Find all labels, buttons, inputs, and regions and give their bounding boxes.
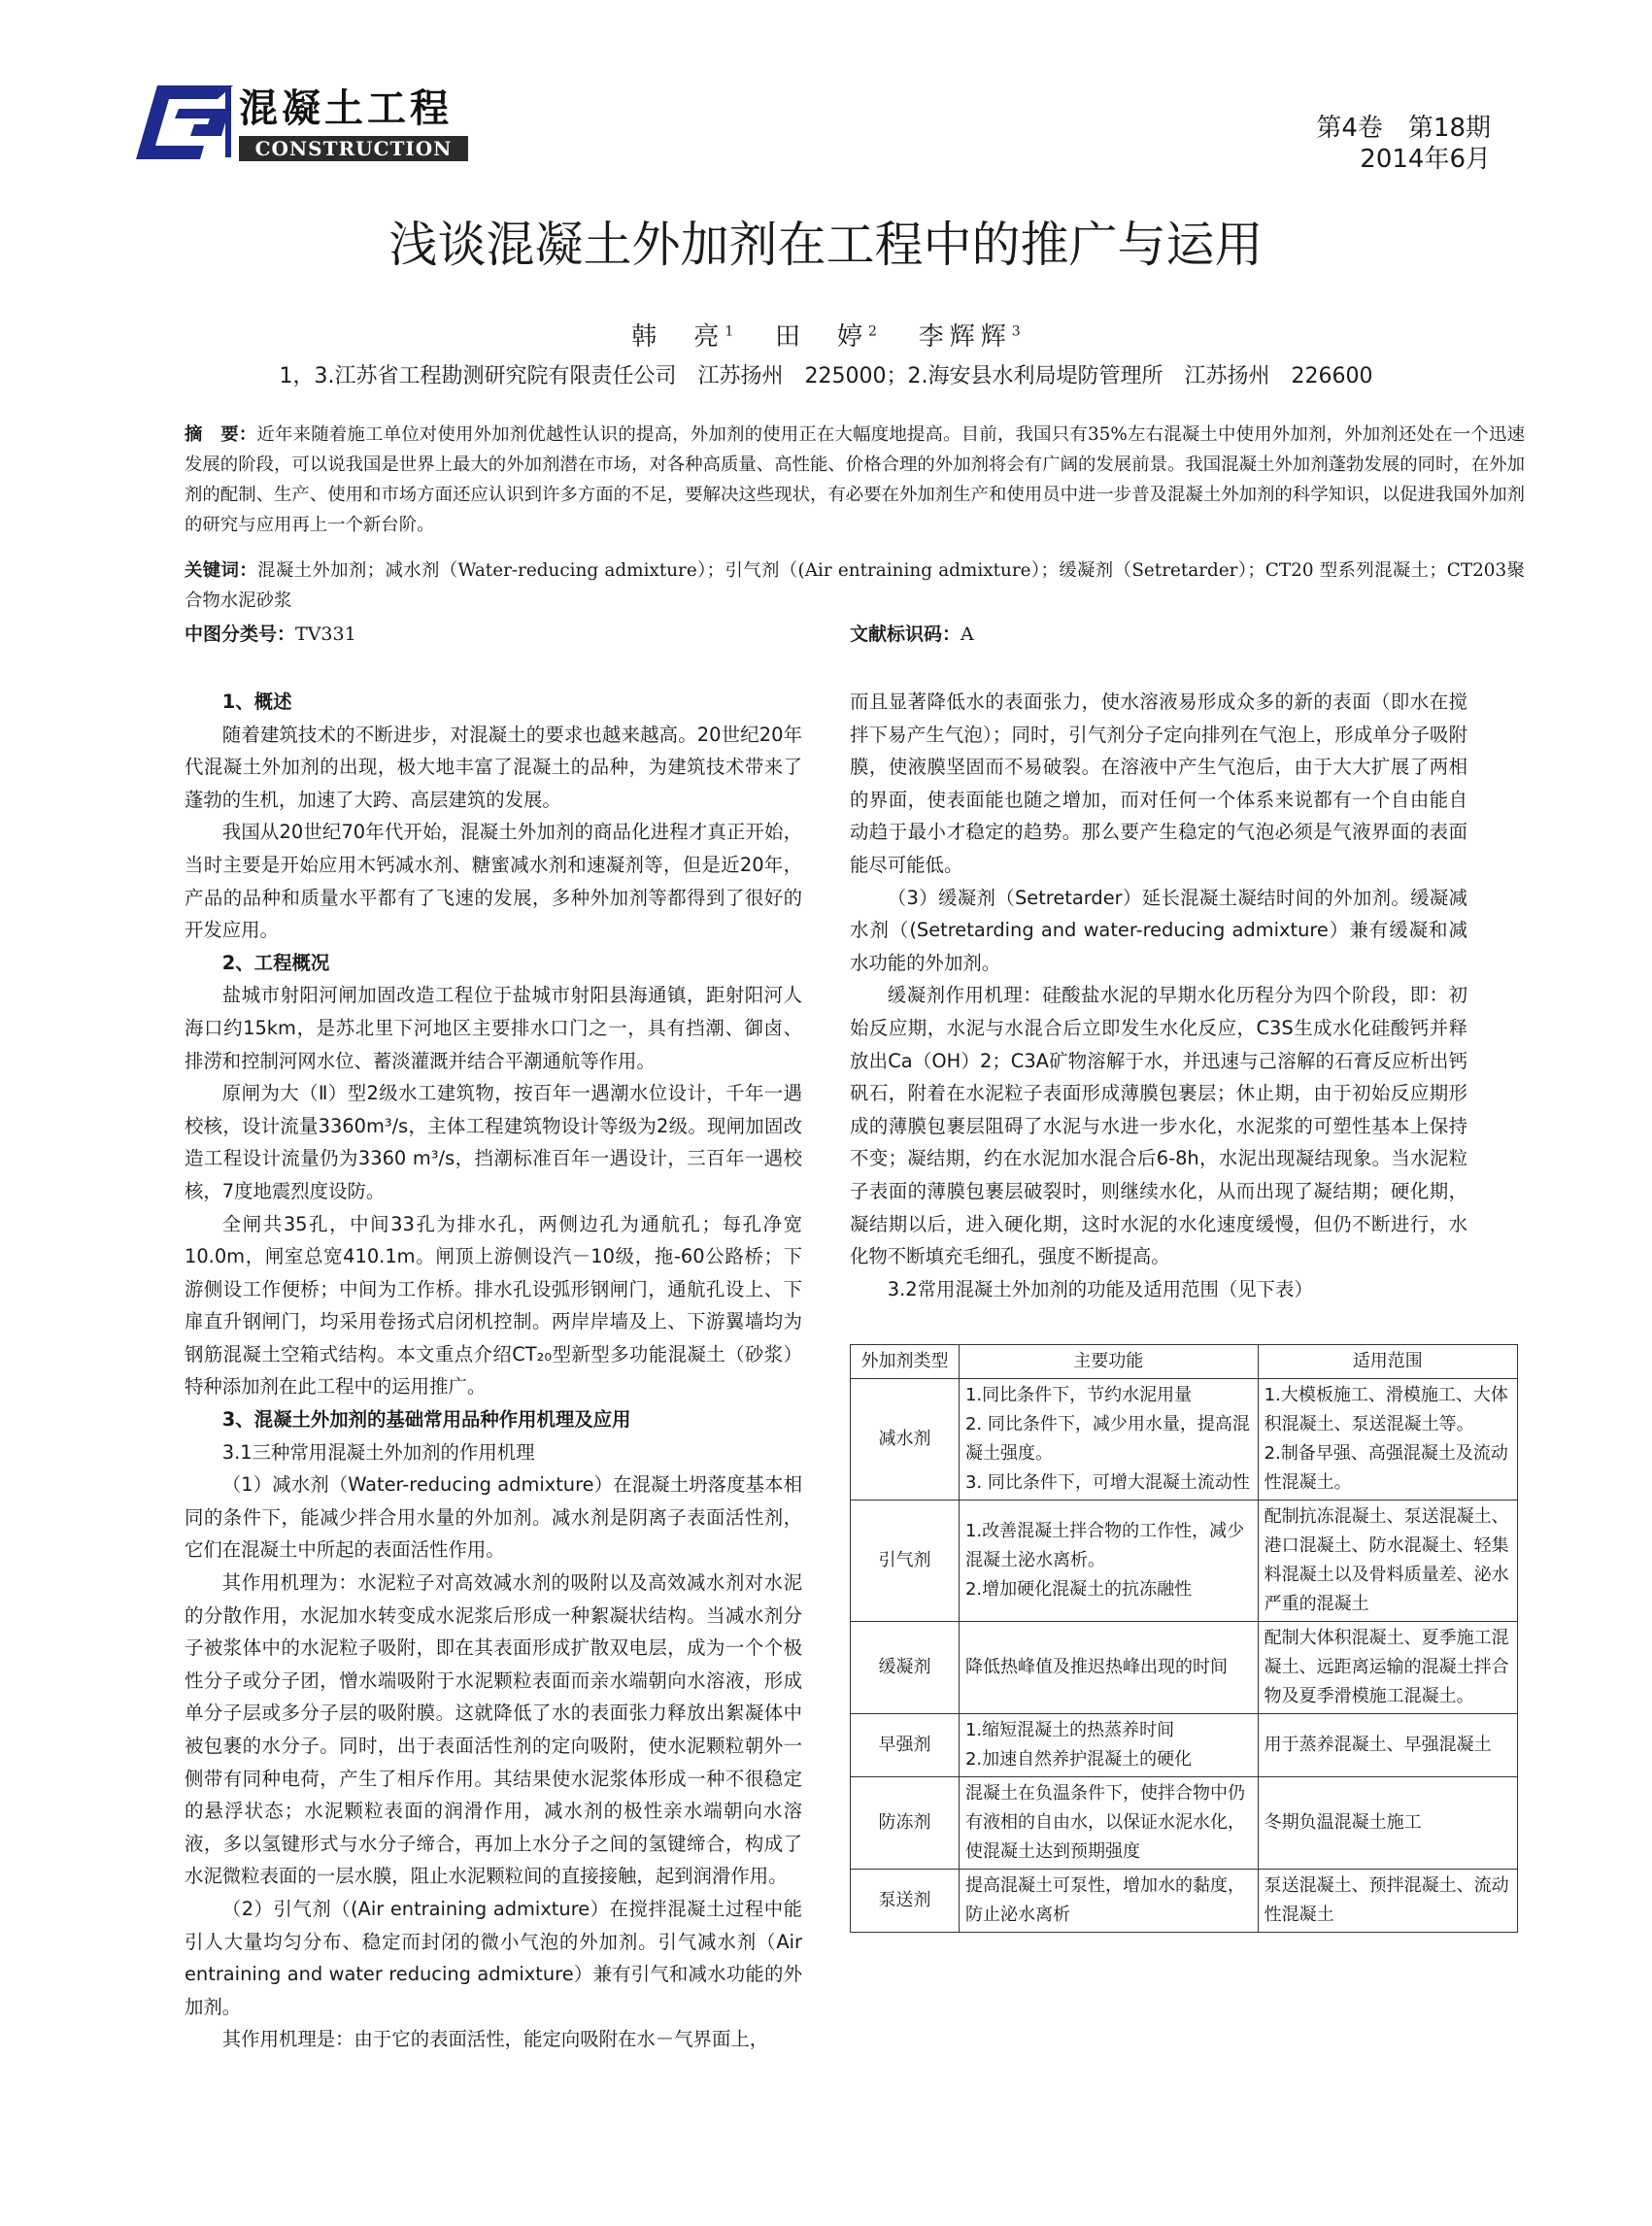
paragraph: 盐城市射阳河闸加固改造工程位于盐城市射阳县海通镇，距射阳河人海口约15km，是苏北里下河地区主要排水口门之一，具有挡潮、御卤、排涝和控制河网水位、蓄淡灌溉并结合平潮通航等作用。: [185, 984, 802, 1072]
function-line: 1.同比条件下，节约水泥用量: [964, 1385, 1193, 1405]
author-affiliation-mark: 3: [1011, 323, 1021, 340]
volume-issue: 第4卷 第18期: [1316, 114, 1491, 143]
classification-code: [185, 620, 356, 646]
column-header: 外加剂类型: [851, 1345, 960, 1379]
author-name: 李辉辉: [918, 322, 1012, 352]
scope-cell: [1258, 1501, 1517, 1622]
section-heading: 2、工程概况: [221, 951, 330, 974]
paragraph: 全闸共35孔，中间33孔为排水孔，两侧边孔为通航孔；每孔净宽10.0m，闸室总宽410.1m。闸顶上游侧设汽－10级，拖-60公路桥；下游侧设工作便桥；中间为工作桥。排水孔设弧形钢闸门，通航孔设上、下扉直升钢闸门，均采用卷扬式启闭机控制。两岸岸墙及上、下游翼墙均为钢筋混凝土空箱式结构。本文重点介绍CT₂₀型新型多功能混凝土（砂浆）特种添加剂在此工程中的运用推广。: [185, 1212, 802, 1399]
table-row: [851, 1622, 1518, 1714]
scope-cell: [1258, 1777, 1517, 1870]
scope-line: 冬期负温混凝土施工: [1264, 1812, 1422, 1833]
function-line: 2.加速自然养护混凝土的硬化: [964, 1749, 1193, 1770]
function-line: 1.改善混凝土拌合物的工作性，减少混凝土泌水离析。: [964, 1521, 1245, 1570]
paragraph: 缓凝剂作用机理：硅酸盐水泥的早期水化历程分为四个阶段，即：初始反应期，水泥与水混合后立即发生水化反应，C3S生成水化硅酸钙并释放出Ca（OH）2；C3A矿物溶解于水，并迅速与己溶解的石膏反应析出钙矾石，附着在水泥粒子表面形成薄膜包裹层；休止期，由于初始反应期形成的薄膜包裹层阻碍了水泥与水进一步水化，水泥浆的可塑性基本上保持不变；凝结期，约在水泥加水混合后6-8h，水泥出现凝结现象。当水泥粒子表面的薄膜包裹层破裂时，则继续水化，从而出现了凝结期；硬化期，凝结期以后，进入硬化期，这时水泥的水化速度缓慢，但仍不断进行，水化物不断填充毛细孔，强度不断提高。: [850, 984, 1467, 1268]
admixture-type-cell: 减水剂: [851, 1379, 960, 1501]
paragraph: 我国从20世纪70年代开始，混凝土外加剂的商品化进程才真正开始，当时主要是开始应用木钙减水剂、糖蜜减水剂和速凝剂等，但是近20年，产品的品种和质量水平都有了飞速的发展，多种外加剂等都得到了很好的开发应用。: [185, 821, 802, 942]
paragraph: 而且显著降低水的表面张力，使水溶液易形成众多的新的表面（即水在搅拌下易产生气泡）；同时，引气剂分子定向排列在气泡上，形成单分子吸附膜，使液膜坚固而不易破裂。在溶液中产生气泡后，由于大大扩展了两相的界面，使表面能也随之增加，而对任何一个体系来说都有一个自由能自动趋于最小才稳定的趋势。那么要产生稳定的气泡必须是气液界面的表面能尽可能低。: [850, 691, 1467, 876]
publication-date: 2014年6月: [1360, 145, 1491, 174]
admixture-type-cell: 早强剂: [851, 1714, 960, 1777]
function-cell: [959, 1501, 1258, 1622]
paragraph: （1）减水剂（Water-reducing admixture）在混凝土坍落度基本相同的条件下，能减少拌合用水量的外加剂。减水剂是阴离子表面活性剂，它们在混凝土中所起的表面活性作用。: [185, 1473, 802, 1562]
function-line: 提高混凝土可泵性，增加水的黏度，防止泌水离析: [964, 1875, 1245, 1925]
table-row: [851, 1777, 1518, 1870]
function-line: 3. 同比条件下，可增大混凝土流动性: [964, 1472, 1250, 1493]
journal-name-english: CONSTRUCTION: [239, 136, 468, 161]
doc-code-label: 文献标识码：: [850, 624, 961, 645]
author-name: 韩 亮: [631, 322, 725, 352]
section-heading: 1、概述: [221, 691, 292, 713]
scope-cell: [1258, 1870, 1517, 1933]
clc-value: TV331: [295, 624, 356, 645]
column-header: 适用范围: [1258, 1345, 1517, 1379]
author-list: [0, 317, 1652, 353]
scope-line: 泵送混凝土、预拌混凝土、流动性混凝土: [1264, 1875, 1509, 1925]
admixture-type-cell: 缓凝剂: [851, 1622, 960, 1714]
keywords-label: 关键词：: [185, 560, 258, 581]
admixture-type-cell: 泵送剂: [851, 1870, 960, 1933]
paragraph: （3）缓凝剂（Setretarder）延长混凝土凝结时间的外加剂。缓凝减水剂（(Setretarding and water-reducing admixture）兼有缓凝和减水功能的外加剂。: [850, 886, 1467, 974]
function-line: 1.缩短混凝土的热蒸养时间: [964, 1720, 1175, 1740]
abstract-text: 近年来随着施工单位对使用外加剂优越性认识的提高，外加剂的使用正在大幅度地提高。目前，我国只有35%左右混凝土中使用外加剂，外加剂还处在一个迅速发展的阶段，可以说我国是世界上最大的外加剂潜在市场，对各种高质量、高性能、价格合理的外加剂将会有广阔的发展前景。我国混凝土外加剂蓬勃发展的同时，在外加剂的配制、生产、使用和市场方面还应认识到许多方面的不足，要解决这些现状，有必要在外加剂生产和使用员中进一步普及混凝土外加剂的科学知识，以促进我国外加剂的研究与应用再上一个新台阶。: [185, 424, 1525, 535]
section-heading: 3、混凝土外加剂的基础常用品种作用机理及应用: [221, 1408, 631, 1432]
function-cell: [959, 1379, 1258, 1501]
function-line: 2.增加硬化混凝土的抗冻融性: [964, 1579, 1193, 1600]
author-affiliation-mark: 2: [868, 323, 877, 340]
author-name: 田 婷: [775, 322, 869, 352]
doc-code-value: A: [961, 624, 974, 645]
abstract: [185, 420, 1525, 540]
keywords: [185, 556, 1525, 616]
issue-info: [1316, 113, 1491, 175]
function-line: 混凝土在负温条件下，使拌合物中仍有液相的自由水，以保证水泥水化，使混凝土达到预期强度: [964, 1783, 1245, 1862]
scope-cell: [1258, 1379, 1517, 1501]
document-code: [850, 620, 974, 646]
paragraph: 随着建筑技术的不断进步，对混凝土的要求也越来越高。20世纪20年代混凝土外加剂的出现，极大地丰富了混凝土的品种，为建筑技术带来了蓬勃的生机，加速了大跨、高层建筑的发展。: [185, 723, 802, 811]
function-cell: [959, 1622, 1258, 1714]
column-header: 主要功能: [959, 1345, 1258, 1379]
function-line: 降低热峰值及推迟热峰出现的时间: [964, 1657, 1228, 1677]
journal-logo-icon: [136, 85, 233, 159]
scope-cell: [1258, 1714, 1517, 1777]
left-column: [185, 686, 802, 2056]
clc-label: 中图分类号：: [185, 624, 296, 645]
table-caption: 3.2常用混凝土外加剂的功能及适用范围（见下表）: [887, 1277, 1313, 1300]
function-line: 2. 同比条件下，减少用水量，提高混凝土强度。: [964, 1414, 1250, 1464]
right-column: [850, 686, 1467, 1305]
admixture-function-table: [850, 1344, 1518, 1933]
subsection-heading: 3.1三种常用混凝土外加剂的作用机理: [221, 1440, 535, 1464]
author-affiliation: 1，3.江苏省工程勘测研究院有限责任公司 江苏扬州 225000；2.海安县水利局堤防管理所 江苏扬州 226600: [279, 364, 1373, 388]
function-cell: [959, 1870, 1258, 1933]
paragraph: 原闸为大（Ⅱ）型2级水工建筑物，按百年一遇潮水位设计，千年一遇校核，设计流量3360m³/s，主体工程建筑物设计等级为2级。现闸加固改造工程设计流量仍为3360 m³/s，挡潮标准百年一遇设计，三百年一遇校核，7度地震烈度设防。: [185, 1082, 802, 1202]
keywords-text: 混凝土外加剂；减水剂（Water-reducing admixture）；引气剂（(Air entraining admixture）；缓凝剂（Setretarder）；CT20 型系列混凝土；CT203聚合物水泥砂浆: [185, 560, 1525, 611]
scope-cell: [1258, 1622, 1517, 1714]
scope-line: 2.制备早强、高强混凝土及流动性混凝土。: [1264, 1443, 1508, 1493]
scope-line: 配制大体积混凝土、夏季施工混凝土、远距离运输的混凝土拌合物及夏季滑模施工混凝土。: [1264, 1628, 1509, 1706]
paragraph: （2）引气剂（(Air entraining admixture）在搅拌混凝土过程中能引人大量均匀分布、稳定而封闭的微小气泡的外加剂。引气减水剂（Air entraining and water reducing admixture）兼有引气和减水功能的外加剂。: [185, 1897, 802, 2018]
journal-name: 混凝土工程: [239, 86, 453, 131]
paragraph: 其作用机理为：水泥粒子对高效减水剂的吸附以及高效减水剂对水泥的分散作用，水泥加水转变成水泥浆后形成一种絮凝状结构。当减水剂分子被浆体中的水泥粒子吸附，即在其表面形成扩散双电层，成为一个个极性分子或分子团，憎水端吸附于水泥颗粒表面而亲水端朝向水溶液，形成单分子层或多分子层的吸附膜。这就降低了水的表面张力释放出絮凝体中被包裹的水分子。同时，出于表面活性剂的定向吸附，使水泥颗粒朝外一侧带有同种电荷，产生了相斥作用。其结果使水泥浆体形成一种不很稳定的悬浮状态；水泥颗粒表面的润滑作用，减水剂的极性亲水端朝向水溶液，多以氢键形式与水分子缔合，再加上水分子之间的氢键缔合，构成了水泥微粒表面的一层水膜，阻止水泥颗粒间的直接接触，起到润滑作用。: [185, 1571, 802, 1888]
admixture-type-cell: 引气剂: [851, 1501, 960, 1622]
table-header-row: [851, 1345, 1518, 1379]
scope-line: 用于蒸养混凝土、早强混凝土: [1264, 1735, 1492, 1755]
paper-title: 浅谈混凝土外加剂在工程中的推广与运用: [388, 217, 1264, 273]
paragraph: 其作用机理是：由于它的表面活性，能定向吸附在水－气界面上，: [221, 2028, 769, 2051]
author-affiliation-mark: 1: [725, 323, 734, 340]
table-row: [851, 1870, 1518, 1933]
scope-line: 配制抗冻混凝土、泵送混凝土、港口混凝土、防水混凝土、轻集料混凝土以及骨料质量差、泌水严重的混凝土: [1264, 1506, 1509, 1614]
table-row: [851, 1714, 1518, 1777]
function-cell: [959, 1777, 1258, 1870]
abstract-label: 摘 要：: [185, 424, 257, 445]
admixture-type-cell: 防冻剂: [851, 1777, 960, 1870]
scope-line: 1.大模板施工、滑模施工、大体积混凝土、泵送混凝土等。: [1264, 1385, 1508, 1434]
table-row: [851, 1379, 1518, 1501]
table-row: [851, 1501, 1518, 1622]
function-cell: [959, 1714, 1258, 1777]
